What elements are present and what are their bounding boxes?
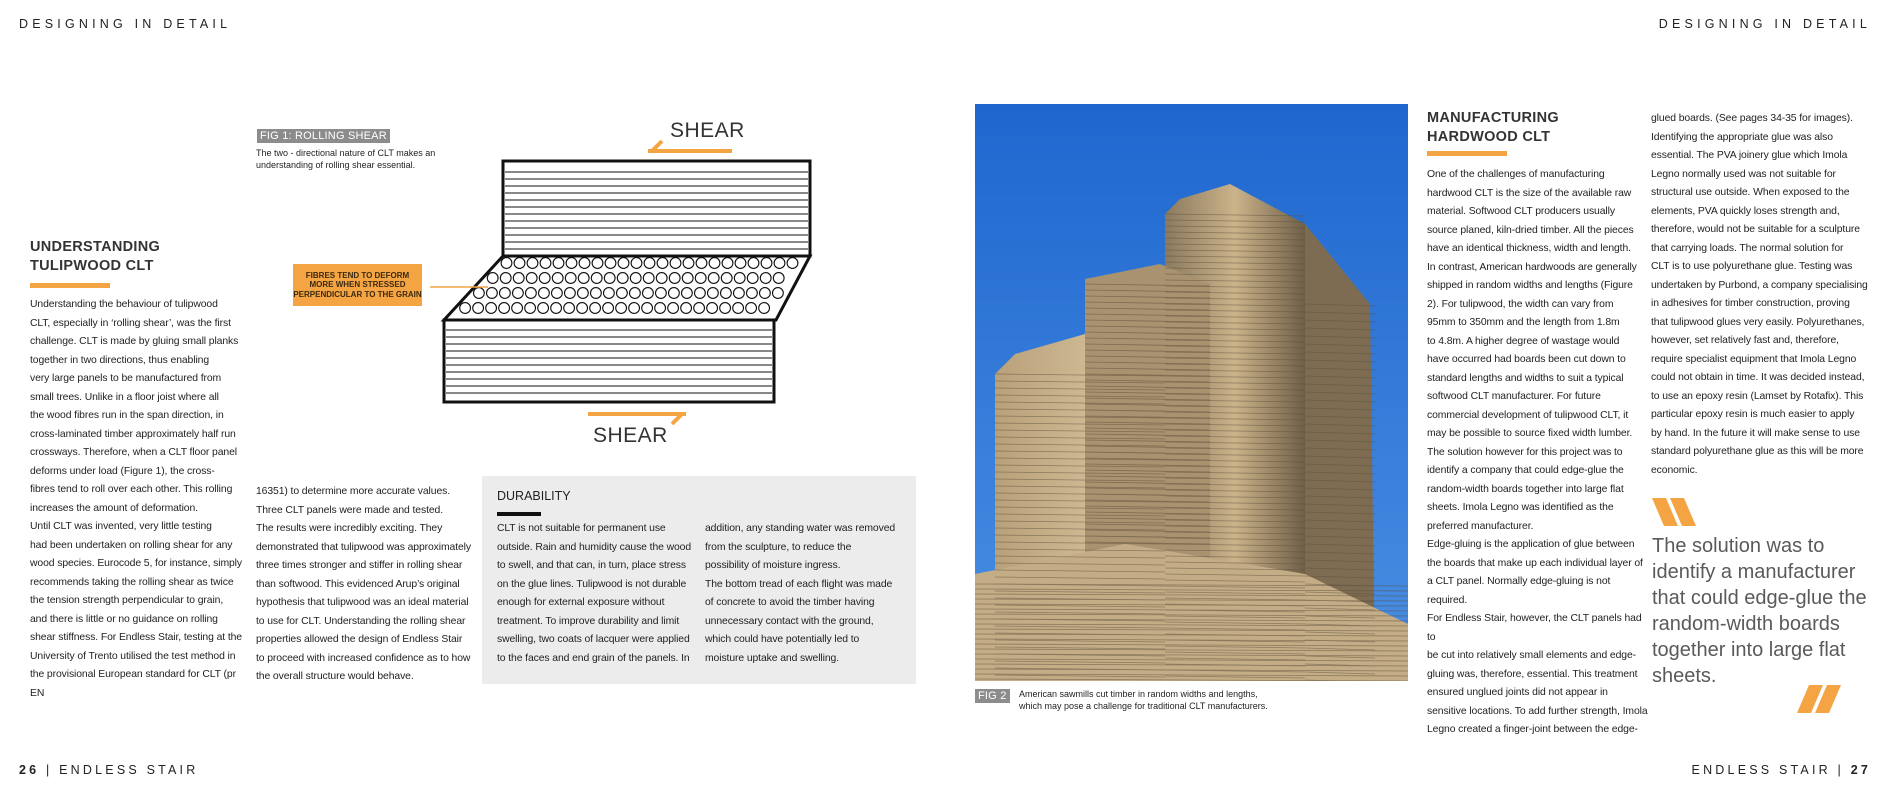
durability-column-2: addition, any standing water was removed from the sculpture, to reduce the possibility of moisture ingress. The bottom tread of each flight was made of concrete to avoid the timber having unnecessary contact with the ground, which could have potentially led to moisture uptake and swelling.	[705, 523, 896, 664]
manufacturing-heading-rule	[1427, 151, 1507, 156]
timber-stack-illustration	[975, 104, 1408, 681]
page-number-left: 26	[19, 763, 40, 777]
shear-arrow-top	[648, 141, 732, 151]
durability-heading-rule	[497, 512, 541, 516]
fibre-annotation-label: FIBRES TEND TO DEFORM MORE WHEN STRESSED PERPENDICULAR TO THE GRAIN	[293, 264, 422, 306]
manufacturing-heading-line1: MANUFACTURING	[1427, 110, 1559, 126]
understanding-column-1: Understanding the behaviour of tulipwood CLT, especially in ‘rolling shear’, was the first challenge. CLT is made by gluing small planks together in two directions, thus enabling very large panels to be manufactured from small trees. Unlike in a floor joist where all the wood fibres run in the span direction, in cross-laminated timber approximately half run crossways. Therefore, when a CLT floor panel deforms under load (Figure 1), the cross- fibres tend to roll over each other. This rolling increases the amount of deformation. Until CLT was invented, very little testing had been undertaken on rolling shear for any wood species. Eurocode 5, for instance, simply recommends taking the rolling shear as twice the tension strength perpendicular to grain, and there is little or no guidance on rolling shear stiffness. For Endless Stair, testing at the University of Trento utilised the test method in the provisional European standard for CLT (pr EN	[30, 299, 242, 699]
quote-mark-open-icon	[1652, 498, 1700, 528]
running-header-left: DESIGNING IN DETAIL	[19, 17, 232, 31]
footer-separator-right: |	[1837, 763, 1844, 777]
clt-panel-bottom	[444, 320, 774, 402]
figure1-tag: FIG 1: ROLLING SHEAR	[257, 129, 390, 143]
clt-cross-layer	[444, 256, 810, 320]
manufacturing-heading-line2: HARDWOOD CLT	[1427, 129, 1551, 145]
manufacturing-column-1: One of the challenges of manufacturing hardwood CLT is the size of the available raw material. Softwood CLT producers usually source planed, kiln-dried timber. All the pieces have an identical thickness, width and length. In contrast, American hardwoods are generally shipped in random widths and lengths (Figure 2). For tulipwood, the width can vary from 95mm to 350mm and the length from 1.8m to 4.8m. A higher degree of wastage would have occurred had boards been cut down to standard lengths and widths to suit a typical softwood CLT manufacturer. For future commercial development of tulipwood CLT, it may be possible to source fixed width lumber. The solution however for this project was to identify a company that could edge-glue the random-width boards together into large flat sheets. Imola Legno was identified as the preferred manufacturer. Edge-gluing is the application of glue between the boards that make up each individual layer of a CLT panel. Normally edge-gluing is not required. For Endless Stair, however, the CLT panels had to be cut into relatively small elements and edge- gluing was, therefore, essential. This treatment ensured unglued joints did not appear in sensitive locations. To add further strength, Imola Legno created a finger-joint between the edge-	[1427, 169, 1648, 735]
footer-right	[1692, 763, 1871, 777]
understanding-heading-line2: TULIPWOOD CLT	[30, 258, 154, 274]
figure2-caption: American sawmills cut timber in random widths and lengths, which may pose a challenge for traditional CLT manufacturers.	[1019, 689, 1268, 711]
manufacturing-column-2: glued boards. (See pages 34-35 for images). Identifying the appropriate glue was also essential. The PVA joinery glue which Imola Legno normally used was not suitable for structural use outside. When exposed to the elements, PVA quickly loses strength and, therefore, would not be suitable for a sculpture that carrying loads. The normal solution for CLT is to use polyurethane glue. Testing was undertaken by Purbond, a company specialising in adhesives for timber construction, proving that tulipwood glues very easily. Polyurethanes, however, set relatively fast and, therefore, require specialist equipment that Imola Legno could not obtain in time. It was decided instead, to use an epoxy resin (Lamset by Rotafix). This particular epoxy resin is much easier to apply by hand. In the future it will make sense to use standard polyurethane glue as this will be more economic.	[1651, 113, 1868, 476]
shear-arrow-bottom	[588, 414, 686, 424]
quote-mark-close-icon	[1793, 685, 1841, 715]
manufacturing-heading	[1427, 109, 1559, 147]
durability-heading: DURABILITY	[497, 489, 571, 503]
durability-box	[482, 476, 916, 684]
rolling-shear-diagram	[430, 135, 900, 425]
footer-title-left: ENDLESS STAIR	[59, 763, 199, 777]
timber-stack-photo	[975, 104, 1408, 681]
running-header-right: DESIGNING IN DETAIL	[1658, 17, 1871, 31]
understanding-heading-rule	[30, 283, 110, 288]
durability-column-1: CLT is not suitable for permanent use outside. Rain and humidity cause the wood to swell, and that can, in turn, place stress on the glue lines. Tulipwood is not durable enough for external exposure without treatment. To improve durability and limit swelling, two coats of lacquer were applied to the faces and end grain of the panels. In	[497, 523, 692, 664]
figure1-caption: The two - directional nature of CLT makes an understanding of rolling shear essential.	[256, 148, 436, 170]
understanding-heading	[30, 238, 160, 276]
footer-left	[19, 763, 198, 777]
shear-label-bottom: SHEAR	[593, 424, 668, 447]
pull-quote-text: The solution was to identify a manufacturer that could edge-glue the random-width boards together into large flat sheets.	[1652, 535, 1867, 687]
footer-title-right: ENDLESS STAIR	[1691, 763, 1831, 777]
figure2-tag: FIG 2	[975, 689, 1010, 703]
shear-label-top: SHEAR	[670, 119, 745, 142]
footer-separator-left: |	[46, 763, 53, 777]
understanding-heading-line1: UNDERSTANDING	[30, 239, 161, 255]
page-number-right: 27	[1850, 763, 1871, 777]
understanding-column-2: 16351) to determine more accurate values. Three CLT panels were made and tested. The results were incredibly exciting. They demonstrated that tulipwood was approximately three times stronger and stiffer in rolling shear than softwood. This evidenced Arup’s original hypothesis that tulipwood was an ideal material to use for CLT. Understanding the rolling shear properties allowed the design of Endless Stair to proceed with increased confidence as to how the overall structure would behave.	[256, 486, 471, 682]
clt-panel-top	[503, 161, 810, 256]
